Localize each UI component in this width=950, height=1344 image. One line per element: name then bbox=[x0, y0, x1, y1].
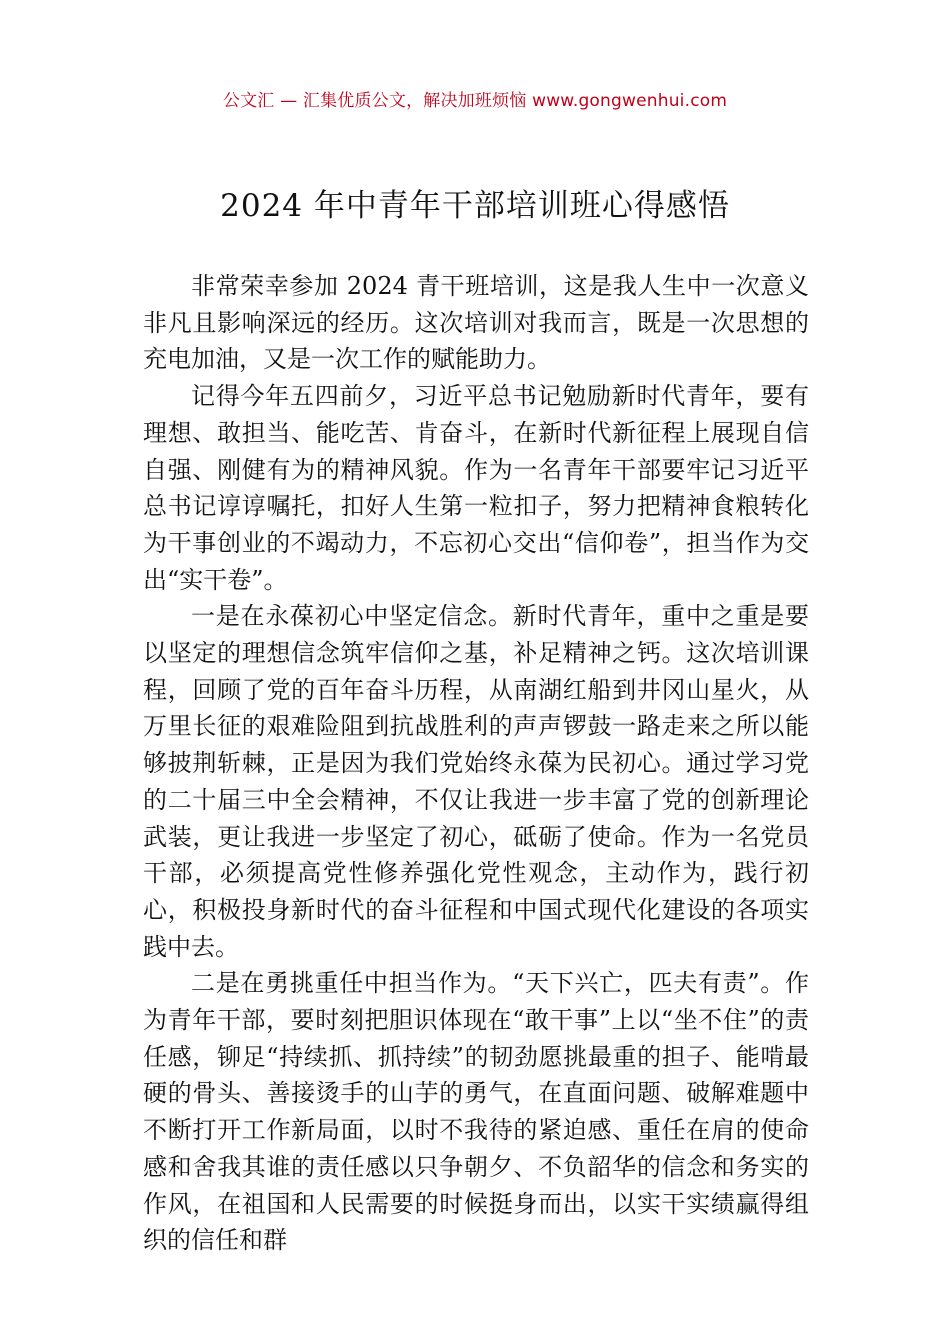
paragraph-intro: 非常荣幸参加 2024 青干班培训，这是我人生中一次意义非凡且影响深远的经历。这次培训对我而言，既是一次思想的充电加油，又是一次工作的赋能助力。 bbox=[143, 272, 809, 374]
paragraph-may-fourth: 记得今年五四前夕，习近平总书记勉励新时代青年，要有理想、敢担当、能吃苦、肯奋斗，在新时代新征程上展现自信自强、刚健有为的精神风貌。作为一名青年干部要牢记习近平总书记谆谆嘱托，扣好人生第一粒扣子，努力把精神食粮转化为干事创业的不竭动力，不忘初心交出“信仰卷”，担当作为交出“实干卷”。 bbox=[143, 382, 809, 594]
document-body bbox=[143, 268, 809, 1259]
document-title: 2024 年中青年干部培训班心得感悟 bbox=[220, 188, 730, 224]
paragraph-point-one: 一是在永葆初心中坚定信念。新时代青年，重中之重是要以坚定的理想信念筑牢信仰之基，补足精神之钙。这次培训课程，回顾了党的百年奋斗历程，从南湖红船到井冈山星火，从万里长征的艰难险阻到抗战胜利的声声锣鼓一路走来之所以能够披荆斩棘，正是因为我们党始终永葆为民初心。通过学习党的二十届三中全会精神，不仅让我进一步丰富了党的创新理论武装，更让我进一步坚定了初心，砥砺了使命。作为一名党员干部，必须提高党性修养强化党性观念，主动作为，践行初心，积极投身新时代的奋斗征程和中国式现代化建设的各项实践中去。 bbox=[143, 602, 809, 961]
header-watermark-link[interactable]: 公文汇 — 汇集优质公文，解决加班烦恼 www.gongwenhui.com bbox=[222, 91, 728, 111]
paragraph-point-two: 二是在勇挑重任中担当作为。“天下兴亡，匹夫有责”。作为青年干部，要时刻把胆识体现在“敢干事”上以“坐不住”的责任感，铆足“持续抓、抓持续”的韧劲愿挑最重的担子、能啃最硬的骨头、善接烫手的山芋的勇气，在直面问题、破解难题中不断打开工作新局面，以时不我待的紧迫感、重任在肩的使命感和舍我其谁的责任感以只争朝夕、不负韶华的信念和务实的作风，在祖国和人民需要的时候挺身而出，以实干实绩赢得组织的信任和群 bbox=[143, 969, 809, 1255]
